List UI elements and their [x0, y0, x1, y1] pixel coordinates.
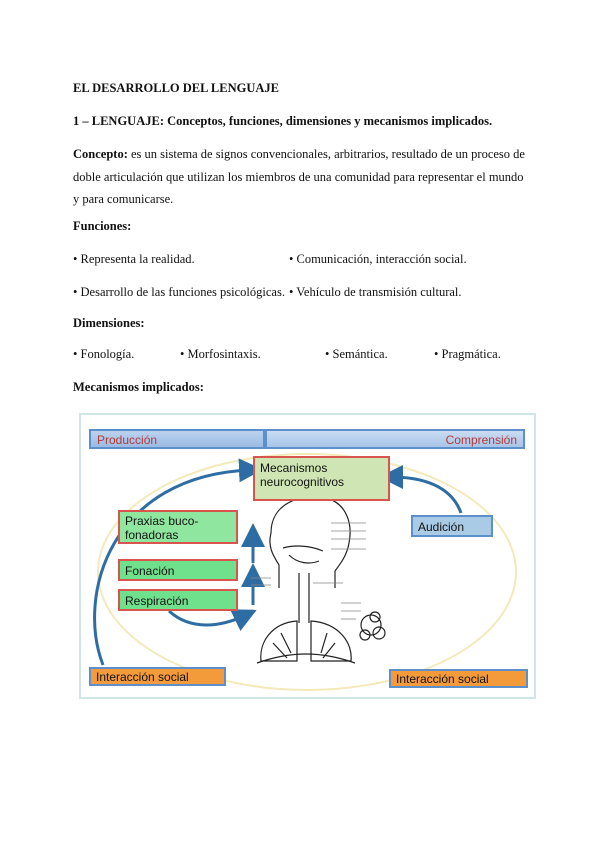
respiratory-system-illustration — [231, 493, 421, 665]
respiracion-box: Respiración — [118, 589, 238, 611]
dimension-item: • Pragmática. — [434, 347, 501, 361]
mecanismos-heading: Mecanismos implicados: — [73, 380, 204, 394]
praxias-box: Praxias buco-fonadoras — [118, 510, 238, 544]
section-heading: 1 – LENGUAJE: Conceptos, funciones, dimensiones y mecanismos implicados. — [73, 114, 493, 128]
dimension-item: • Fonología. — [73, 347, 135, 361]
concepto-text: es un sistema de signos convencionales, arbitrarios, resultado de un proceso de doble articulación que utilizan los miembros de una comunidad para representar el mundo y para comunicarse. — [73, 147, 525, 206]
mecanismos-neurocognitivos-box: Mecanismos neurocognitivos — [253, 456, 390, 501]
audicion-box: Audición — [411, 515, 493, 537]
funcion-item: • Vehículo de transmisión cultural. — [289, 285, 462, 299]
dimension-item: • Morfosintaxis. — [180, 347, 261, 361]
document-title: EL DESARROLLO DEL LENGUAJE — [73, 81, 279, 95]
interaccion-social-left-box: Interacción social — [89, 667, 226, 686]
funciones-heading: Funciones: — [73, 219, 132, 233]
dimensiones-heading: Dimensiones: — [73, 316, 145, 330]
concepto-paragraph — [73, 143, 528, 211]
funcion-item: • Representa la realidad. — [73, 252, 195, 266]
funcion-item: • Comunicación, interacción social. — [289, 252, 467, 266]
funcion-item: • Desarrollo de las funciones psicológicas. — [73, 285, 285, 299]
concepto-label: Concepto: — [73, 147, 128, 161]
interaccion-social-right-box: Interacción social — [389, 669, 528, 688]
produccion-bar: Producción — [89, 429, 265, 449]
comprension-bar: Comprensión — [265, 429, 525, 449]
mechanisms-diagram — [79, 413, 536, 699]
fonacion-box: Fonación — [118, 559, 238, 581]
dimension-item: • Semántica. — [325, 347, 388, 361]
